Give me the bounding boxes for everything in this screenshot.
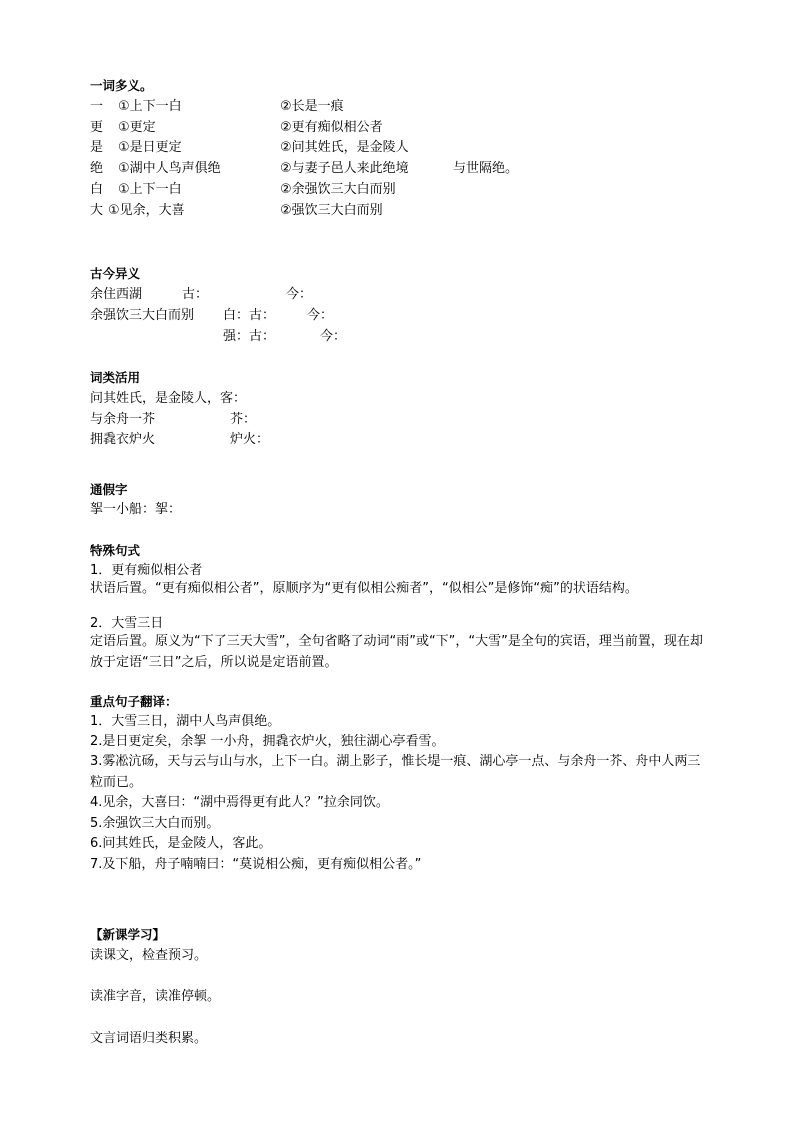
polysemy-meaning-1: ①见余，大喜 bbox=[108, 203, 185, 218]
translation-item: 7.及下船，舟子喃喃曰：“莫说相公痴，更有痴似相公者。” bbox=[90, 857, 422, 872]
polysemy-char: 绝 bbox=[90, 161, 104, 176]
phrase: 与余舟一芥 bbox=[90, 412, 156, 427]
translation-item: 6.问其姓氏，是金陵人，客此。 bbox=[90, 836, 272, 851]
polysemy-meaning-1: ①上下一白 bbox=[118, 99, 182, 114]
translation-heading: 重点句子翻译： bbox=[90, 694, 178, 709]
polysemy-meaning-1: ①更定 bbox=[118, 120, 156, 135]
ancient-modern-heading: 古今异义 bbox=[90, 266, 141, 281]
translation-item: 5.余强饮三大白而别。 bbox=[90, 816, 220, 831]
translation-item: 2.是日更定矣，余挐 一小舟，拥毳衣炉火，独往湖心亭看雪。 bbox=[90, 734, 445, 749]
polysemy-char: 白 bbox=[90, 182, 104, 197]
tongjia-heading: 通假字 bbox=[90, 482, 128, 497]
polysemy-meaning-3: 与世隔绝。 bbox=[453, 161, 519, 176]
polysemy-meaning-2: ②强饮三大白而别 bbox=[280, 203, 383, 218]
polysemy-meaning-1: ①上下一白 bbox=[118, 182, 182, 197]
new-lesson-line: 读准字音，读准停顿。 bbox=[90, 989, 221, 1004]
polysemy-meaning-2: ②长是一痕 bbox=[280, 99, 344, 114]
special-item-text: 状语后置。“更有痴似相公者”，原顺序为“更有似相公痴者”，“似相公”是修饰“痴”的状语结构。 bbox=[90, 581, 638, 596]
special-item-title: 2．大雪三日 bbox=[90, 616, 164, 631]
polysemy-char: 一 bbox=[90, 99, 104, 114]
tongjia-line: 挐一小船：挐： bbox=[90, 502, 182, 517]
translation-item: 4.见余，大喜曰：“湖中焉得更有此人？”拉余同饮。 bbox=[90, 795, 389, 810]
ancient-label: 古： bbox=[182, 287, 209, 302]
polysemy-meaning-2: ②更有痴似相公者 bbox=[280, 120, 383, 135]
term-label: 芥： bbox=[230, 412, 257, 427]
polysemy-heading: 一词多义。 bbox=[90, 78, 153, 93]
special-heading: 特殊句式 bbox=[90, 543, 141, 558]
translation-item: 1．大雪三日，湖中人鸟声俱绝。 bbox=[90, 714, 281, 729]
ancient-label: 白：古： bbox=[223, 308, 276, 323]
polysemy-meaning-1: ①是日更定 bbox=[118, 140, 182, 155]
polysemy-meaning-1: ①湖中人鸟声俱绝 bbox=[118, 161, 221, 176]
polysemy-meaning-2: ②余强饮三大白而别 bbox=[280, 182, 396, 197]
polysemy-meaning-2: ②问其姓氏，是金陵人 bbox=[280, 140, 409, 155]
polysemy-char: 更 bbox=[90, 120, 104, 135]
phrase: 余住西湖 bbox=[90, 287, 143, 302]
translation-item: 3.雾凇沆砀，天与云与山与水，上下一白。湖上影子，惟长堤一痕、湖心亭一点、与余舟一芥、舟中人两三粒而已。 bbox=[90, 754, 701, 790]
new-lesson-line: 文言词语归类积累。 bbox=[90, 1031, 208, 1046]
new-lesson-heading: 【新课学习】 bbox=[90, 927, 166, 942]
modern-label: 今： bbox=[307, 308, 334, 323]
term-label: 炉火： bbox=[230, 432, 270, 447]
phrase: 拥毳衣炉火 bbox=[90, 432, 156, 447]
polysemy-char: 大 bbox=[90, 203, 104, 218]
modern-label: 今： bbox=[320, 329, 347, 344]
modern-label: 今： bbox=[286, 287, 313, 302]
special-item-title: 1．更有痴似相公者 bbox=[90, 563, 203, 578]
polysemy-meaning-2: ②与妻子邑人来此绝境 bbox=[280, 161, 409, 176]
word-class-line: 问其姓氏，是金陵人，客： bbox=[90, 391, 247, 406]
polysemy-char: 是 bbox=[90, 140, 104, 155]
new-lesson-line: 读课文，检查预习。 bbox=[90, 948, 208, 963]
phrase: 余强饮三大白而别 bbox=[90, 308, 195, 323]
ancient-label: 强：古： bbox=[223, 329, 276, 344]
special-item-text: 定语后置。原义为“下了三天大雪”，全句省略了动词“雨”或“下”，“大雪”是全句的宾语，理当前置，现在却放于定语“三日”之后，所以说是定语前置。 bbox=[90, 634, 703, 670]
word-class-heading: 词类活用 bbox=[90, 370, 141, 385]
